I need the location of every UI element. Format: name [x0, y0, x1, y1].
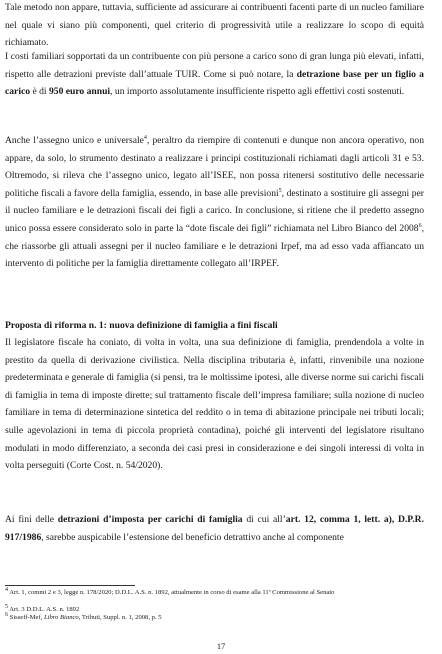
footnote-4: $^4$ Art. 1, commi 2 e 3, legge n. 178/2020; D.D.L. A.S. n. 1892, attualmente in corso di esame alla 11ª Commissione al Senato — [5, 586, 335, 596]
footnote-6: $^6$ Sisseff-Mef, Libro Bianco, Tributi, Suppl. n. 1, 2008, p. 5 — [5, 611, 162, 621]
paragraph-detrazioni: Ai fini delle detrazioni d’imposta per carichi di famiglia di cui all’art. 12, comma 1, lett. a), D.P.R. 917/1986, sarebbe auspicabile l’estensione del beneficio detrattivo anche al componente — [5, 514, 424, 543]
paragraph-definition-family: Il legislatore fiscale ha coniato, di volta in volta, una sua definizione di famiglia, prendendola a volte in prestito da quella di derivazione civilistica. Nella disciplina tributaria è, infatti, rinvenibile una nozione predeterminata e generale di famiglia (si pensi, tra le moltissime ipotesi, alle diverse norme sui carichi fiscali di famiglia in tema di imposte dirette; sul trattamento fiscale dell’impresa familiare; sulla nozione di nucleo familiare in tema di determinazione sintetica del reddito o in tema di abitazione principale nei tributi locali; sulle agevolazioni in tema di piccola proprietà contadina), poiché gli interventi del legislatore risultano modulati in modo differenziato, a seconda dei casi presi in considerazione e dei singoli interessi di volta in volta perseguiti (Corte Cost. n. 54/2020). — [5, 337, 424, 472]
bold-detrazione-base: detrazione base per un figlio a carico — [5, 68, 424, 98]
page-number: 17 — [216, 642, 226, 651]
paragraph-assegno-unico: Anche l’assegno unico e universale$^4$, peraltro da riempire di contenuti e dunque non ancora operativo, non appare, da solo, lo strumento destinato a realizzare i principi costituzionali richiamati dagli articoli 31 e 53. Oltremodo, si rileva che l’assegno unico, legato all’ISEE, non possa ritenersi sostitutivo delle necessarie politiche fiscali a favore della famiglia, essendo, in base alle previsioni$^5$, destinato a sostituire gli assegni per il nucleo familiare e le detrazioni fiscali dei figli a carico. In conclusione, si ritiene che il predetto assegno unico possa essere considerato solo in parte la “dote fiscale dei figli” richiamata nel Libro Bianco del 2008$^6$, che riassorbe gli attuali assegni per il nucleo familiare e le detrazioni Irpef, ma ad esso vada affiancato un intervento di politiche per la famiglia direttamente collegato all’IRPEF. — [5, 134, 424, 270]
footnote-ref-6: 6 — [418, 222, 422, 229]
paragraph-family-costs: I costi familiari sopportati da un contribuente con più persone a carico sono di gran lunga più elevati, infatti, rispetto alle detrazioni previste dall’attuale TUIR. Come si può notare, la detrazione base per un figlio a carico è di 950 euro annui, un importo assolutamente insufficiente rispetto agli effettivi costi sostenuti. — [5, 51, 424, 98]
bold-950-euro: 950 euro annui — [48, 86, 111, 98]
bold-art-12: art. 12, comma 1, lett. a), D.P.R. 917/1986 — [5, 514, 424, 543]
footnote-ref-5: 5 — [278, 187, 282, 194]
footnote-separator — [5, 585, 135, 586]
footnote-ref-4: 4 — [143, 134, 147, 141]
paragraph-progressivity: Tale metodo non appare, tuttavia, sufficiente ad assicurare ai contribuenti facenti parte di un nucleo familiare nel quale vi siano più componenti, quel criterio di progressività utile a realizzare lo scopo di equità richiamato. — [5, 2, 424, 49]
section-heading: Proposta di riforma n. 1: nuova definizione di famiglia a fini fiscali — [5, 320, 278, 331]
footnote-5: $^5$ Art. 3 D.D.L. A.S. n. 1892 — [5, 603, 80, 613]
bold-detrazioni-imposta: detrazioni d’imposta per carichi di famiglia — [57, 514, 243, 525]
